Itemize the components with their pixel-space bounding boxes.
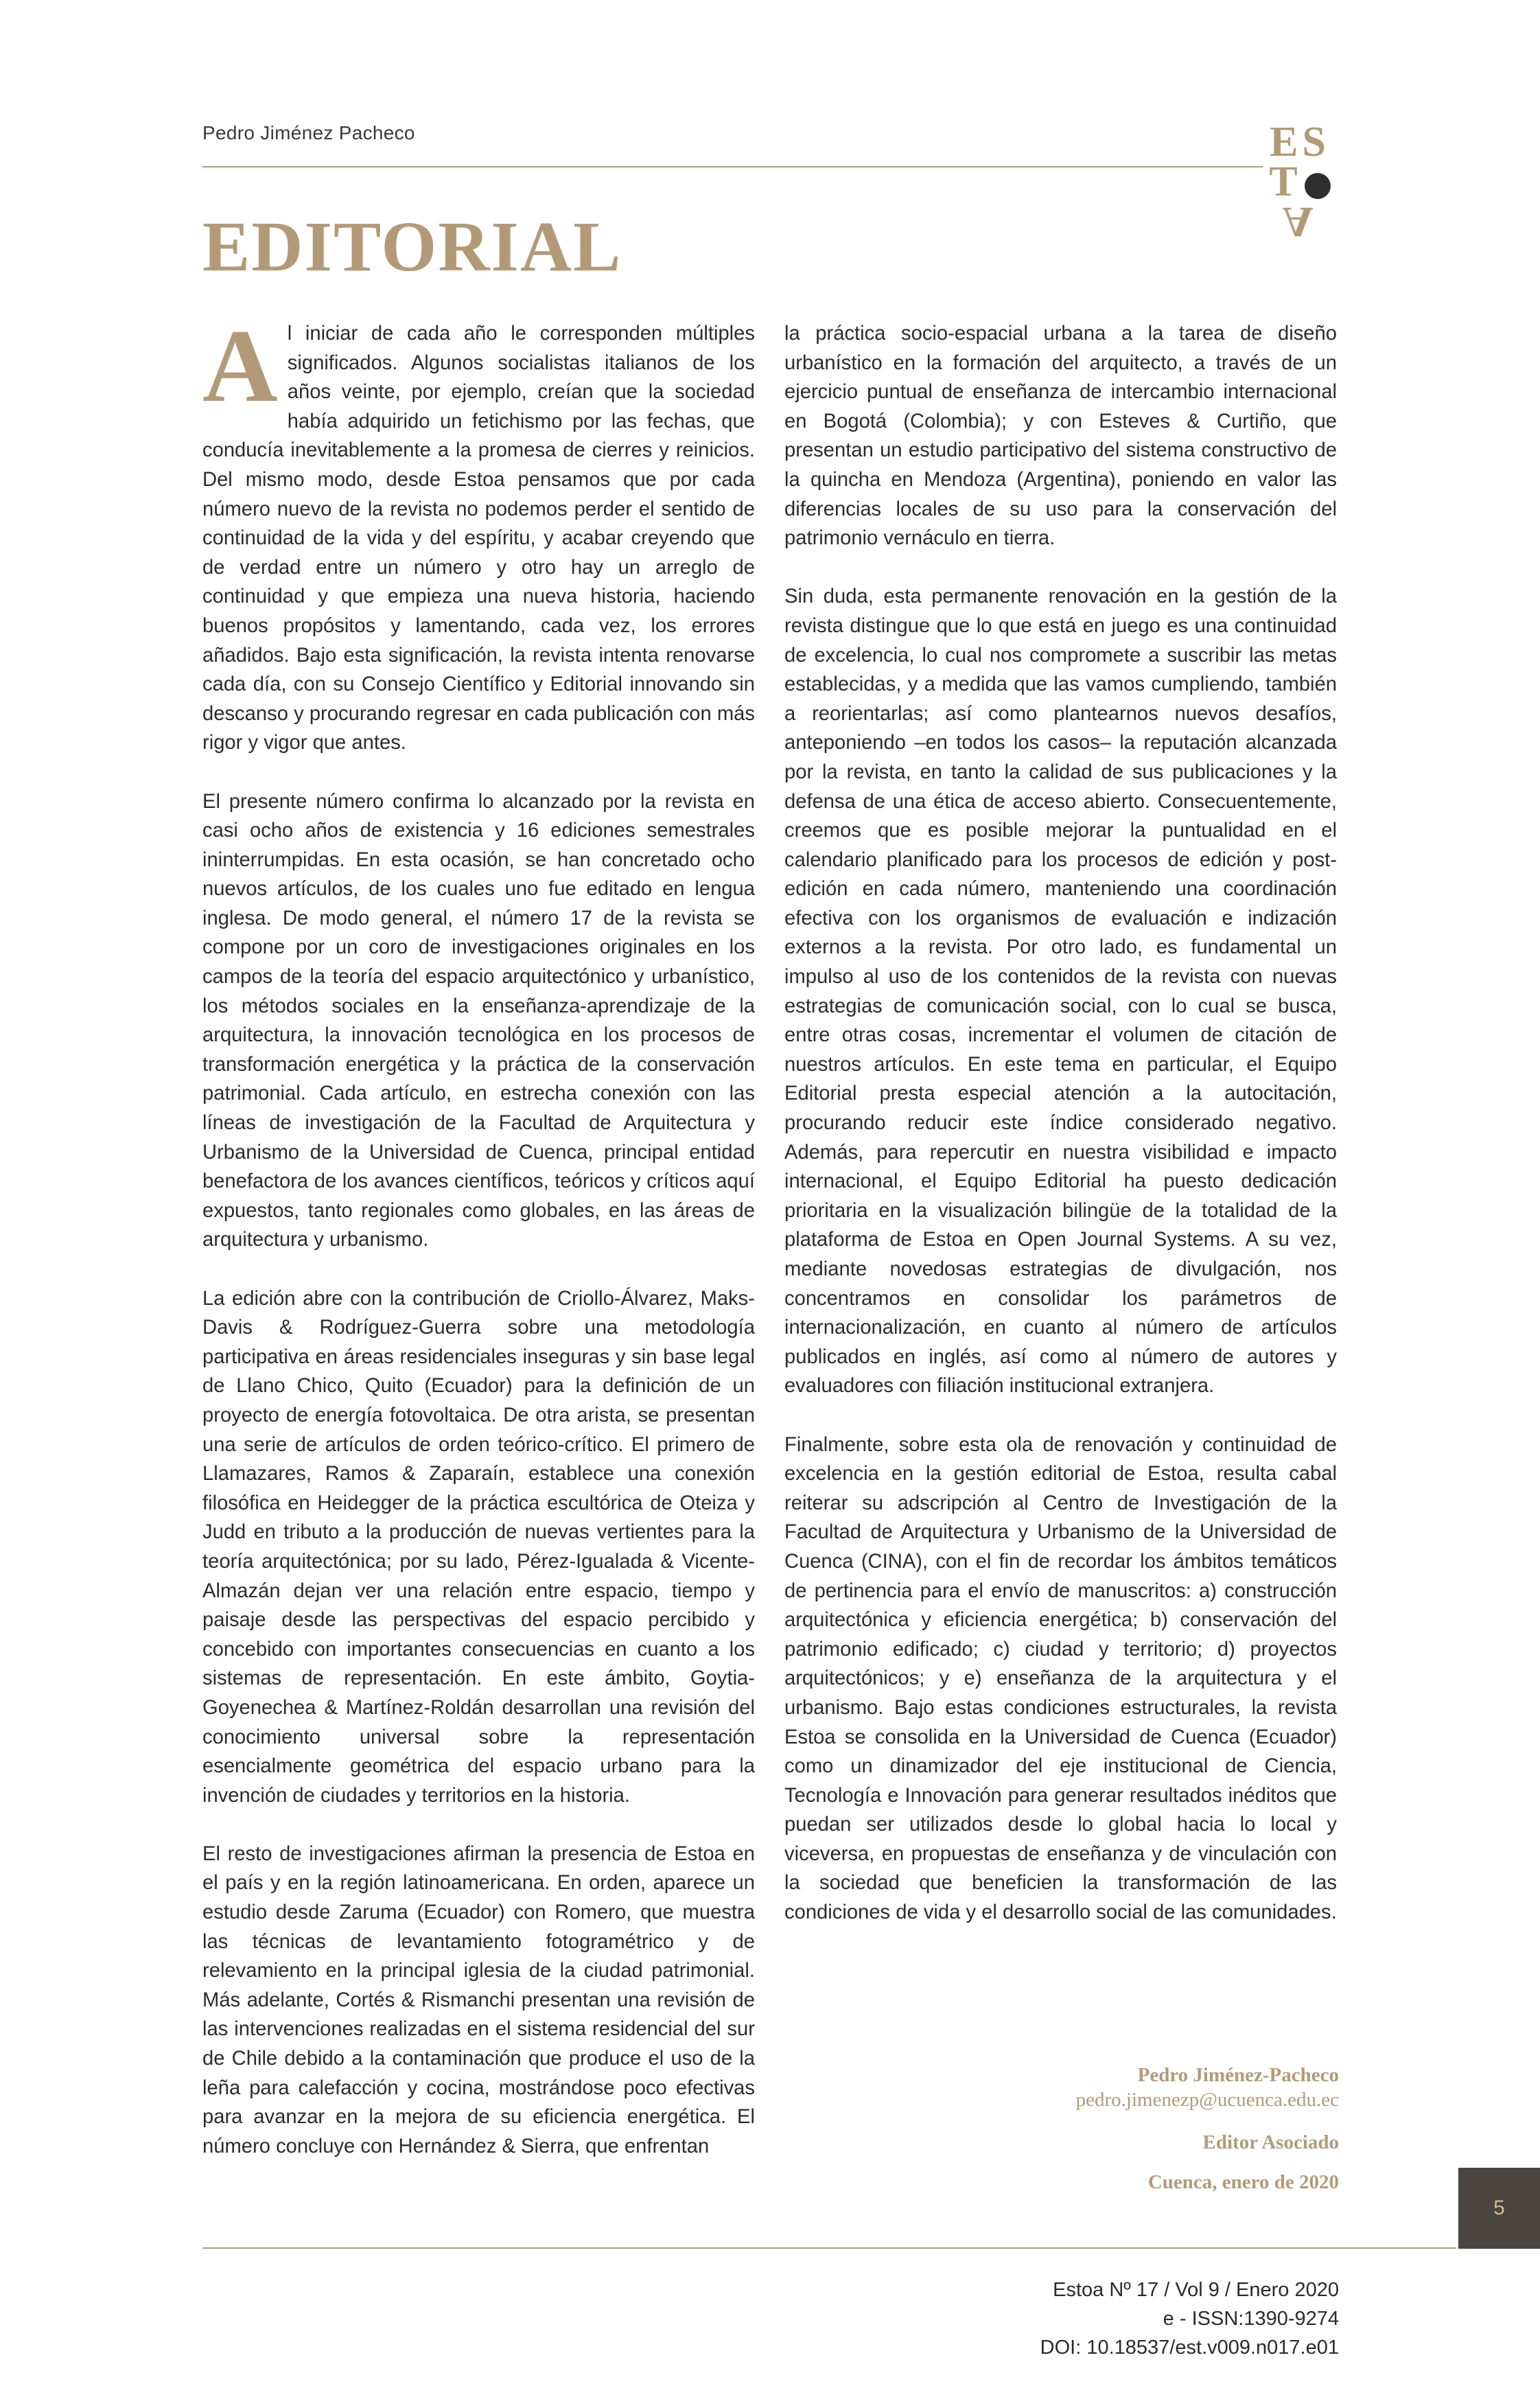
signature-role: Editor Asociado bbox=[1202, 2131, 1339, 2153]
drop-cap: A bbox=[202, 308, 278, 424]
logo-letter-a-inverted: A bbox=[1282, 198, 1318, 245]
footer-issn: e - ISSN:1390-9274 bbox=[1163, 2308, 1339, 2330]
logo-line-a bbox=[1267, 198, 1333, 245]
paragraph-3: La edición abre con la contribución de Criollo-Álvarez, Maks-Davis & Rodríguez-Guerra sobre una metodología participativa en áreas residenciales inseguras y sin base legal de Llano Chico, Quito (Ecuador) para la definición de un proyecto de energía fotovoltaica. De otra arista, se presentan una serie de artículos de orden teórico-crítico. El primero de Llamazares, Ramos & Zaparaín, establece una conexión filosófica en Heidegger de la práctica escultórica de Oteiza y Judd en tributo a la producción de nuevas vertientes para la teoría arquitectónica; por su lado, Pérez-Igualada & Vicente-Almazán dejan ver una relación entre espacio, tiempo y paisaje desde las perspectivas del espacio percibido y concebido con importantes consecuencias en cuanto a los sistemas de representación. En este ámbito, Goytia-Goyenechea & Martínez-Roldán desarrollan una revisión del conocimiento universal sobre la representación esencialmente geométrica del espacio urbano para la invención de ciudades y territorios en la historia. bbox=[202, 1287, 755, 1807]
logo-dot-icon bbox=[1305, 173, 1331, 199]
signature-email[interactable]: pedro.jimenezp@ucuenca.edu.ec bbox=[1075, 2089, 1339, 2111]
signature-place-date: Cuenca, enero de 2020 bbox=[1147, 2171, 1339, 2193]
logo-line-t bbox=[1267, 159, 1333, 205]
paragraph-6: Sin duda, esta permanente renovación en la gestión de la revista distingue que lo que está en juego es una continuidad de excelencia, lo cual nos compromete a suscribir las metas establecidas, y a medida que las vamos cumpliendo, también a reorientarlas; así como plantearnos nuevos desafíos, anteponiendo –en todos los casos– la reputación alcanzada por la revista, en tanto la calidad de sus publicaciones y la defensa de una ética de acceso abierto. Consecuentemente, creemos que es posible mejorar la puntualidad en el calendario planificado para los procesos de edición y post-edición en cada número, manteniendo una coordinación efectiva con los organismos de evaluación e indización externos a la revista. Por otro lado, es fundamental un impulso al uso de los contenidos de la revista con nuevas estrategias de comunicación social, con lo cual se busca, entre otras cosas, incrementar el volumen de citación de nuestros artículos. En este tema en particular, el Equipo Editorial presta especial atención a la autocitación, procurando reducir este índice considerado negativo. Además, para repercutir en nuestra visibilidad e impacto internacional, el Equipo Editorial ha puesto dedicación prioritaria en la visualización bilingüe de la totalidad de la plataforma de Estoa en Open Journal Systems. A su vez, mediante novedosas estrategias de divulgación, nos concentramos en consolidar los parámetros de internacionalización, en cuanto al número de artículos publicados en inglés, así como al número de autores y evaluadores con filiación institucional extranjera. bbox=[784, 586, 1337, 1398]
header-rule bbox=[202, 166, 1263, 167]
logo-letter-t: T bbox=[1269, 159, 1302, 205]
article-column-right bbox=[784, 319, 1337, 1956]
footer-publication-info bbox=[1040, 2276, 1339, 2362]
signature-name: Pedro Jiménez-Pacheco bbox=[1137, 2064, 1339, 2086]
paragraph-1-text: l iniciar de cada año le corresponden múltiples significados. Algunos socialistas italianos de los años veinte, por ejemplo, creían que la sociedad había adquirido un fetichismo por las fechas, que conducía inevitablemente a la promesa de cierres y reinicios. Del mismo modo, desde Estoa pensamos que por cada número nuevo de la revista no podemos perder el sentido de continuidad de la vida y del espíritu, y acabar creyendo que de verdad entre un número y otro hay un arreglo de continuidad y que empieza una nueva historia, haciendo buenos propósitos y lamentando, cada vez, los errores añadidos. Bajo esta significación, la revista intenta renovarse cada día, con su Consejo Científico y Editorial innovando sin descanso y procurando regresar en cada publicación con más rigor y vigor que antes. bbox=[202, 323, 755, 754]
running-header-author: Pedro Jiménez Pacheco bbox=[202, 122, 415, 143]
footer-rule bbox=[202, 2247, 1456, 2249]
paragraph-5: la práctica socio-espacial urbana a la tarea de diseño urbanístico en la formación del arquitecto, a través de un ejercicio puntual de enseñanza de intercambio internacional en Bogotá (Colombia); y con Esteves & Curtiño, que presentan un estudio participativo del sistema constructivo de la quincha en Mendoza (Argentina), poniendo en valor las diferencias locales de su uso para la conservación del patrimonio vernáculo en tierra. bbox=[784, 323, 1337, 550]
article-column-left bbox=[202, 308, 755, 2190]
page-title: EDITORIAL bbox=[202, 207, 622, 286]
paragraph-2: El presente número confirma lo alcanzado por la revista en casi ocho años de existencia y 16 ediciones semestrales ininterrumpidas. En esta ocasión, se han concretado ocho nuevos artículos, de los cuales uno fue editado en lengua inglesa. De modo general, el número 17 de la revista se compone por un coro de investigaciones originales en los campos de la teoría del espacio arquitectónico y urbanístico, los métodos sociales en la enseñanza-aprendizaje de la arquitectura, la innovación tecnológica en los procesos de transformación energética y la práctica de la conservación patrimonial. Cada artículo, en estrecha conexión con las líneas de investigación de la Facultad de Arquitectura y Urbanismo de la Universidad de Cuenca, principal entidad benefactora de los avances científicos, teóricos y críticos aquí expuestos, tanto regionales como globales, en las áreas de arquitectura y urbanismo. bbox=[202, 790, 755, 1251]
logo-line-es: ES bbox=[1270, 119, 1330, 165]
footer-issue: Estoa Nº 17 / Vol 9 / Enero 2020 bbox=[1053, 2279, 1339, 2301]
footer-doi[interactable]: DOI: 10.18537/est.v009.n017.e01 bbox=[1040, 2337, 1339, 2359]
editor-signature bbox=[1076, 2063, 1339, 2195]
page-number: 5 bbox=[1493, 2197, 1505, 2219]
paragraph-7: Finalmente, sobre esta ola de renovación y continuidad de excelencia en la gestión editorial de Estoa, resulta cabal reiterar su adscripción al Centro de Investigación de la Facultad de Arquitectura y Urbanismo de la Universidad de Cuenca (CINA), con el fin de recordar los ámbitos temáticos de pertinencia para el envío de manuscritos: a) construcción arquitectónica y eficiencia energética; b) conservación del patrimonio edificado; c) ciudad y territorio; d) proyectos arquitectónicos; y e) enseñanza de la arquitectura y el urbanismo. Bajo estas condiciones estructurales, la revista Estoa se consolida en la Universidad de Cuenca (Ecuador) como un dinamizador del eje institucional de Ciencia, Tecnología e Innovación para generar resultados inéditos que puedan ser utilizados desde lo global hacia lo local y viceversa, en propuestas de enseñanza y de vinculación con la sociedad que beneficien la transformación de las condiciones de vida y el desarrollo social de las comunidades. bbox=[784, 1433, 1337, 1924]
paragraph-4: El resto de investigaciones afirman la presencia de Estoa en el país y en la región latinoamericana. En orden, aparece un estudio desde Zaruma (Ecuador) con Romero, que muestra las técnicas de levantamiento fotogramétrico y de relevamiento en la principal iglesia de la ciudad patrimonial. Más adelante, Cortés & Rismanchi presentan una revisión de las intervenciones realizadas en el sistema residencial del sur de Chile debido a la contaminación que produce el uso de la leña para calefacción y cocina, mostrándose poco efectivas para avanzar en la mejora de su eficiencia energética. El número concluye con Hernández & Sierra, que enfrentan bbox=[202, 1842, 755, 2157]
paragraph-1 bbox=[202, 308, 755, 758]
estoa-logo bbox=[1267, 119, 1333, 245]
page-number-tab bbox=[1458, 2168, 1540, 2249]
